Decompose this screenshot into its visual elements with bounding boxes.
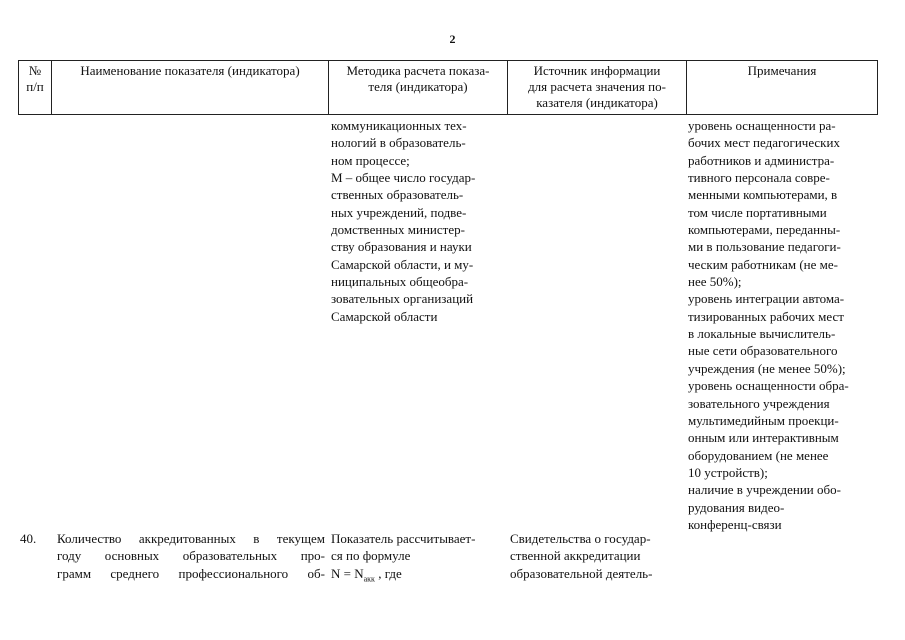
notes-line: наличие в учреждении обо- xyxy=(688,482,841,498)
header-col-method xyxy=(329,61,508,115)
formula-rest: , где xyxy=(374,565,402,581)
method-line: домственных министер- xyxy=(331,222,465,238)
notes-line: ми в пользование педагоги- xyxy=(688,239,841,255)
notes-line: работников и администра- xyxy=(688,152,835,168)
method-line: зовательных организаций xyxy=(331,291,474,307)
notes-line: в локальные вычислитель- xyxy=(688,326,836,342)
header-col-number xyxy=(19,61,52,115)
header-col-name xyxy=(52,61,329,115)
method-line: нологий в образователь- xyxy=(331,135,466,151)
source-line: Свидетельства о государ- xyxy=(510,531,651,546)
notes-line: конференц-связи xyxy=(688,516,782,532)
header-line: Источник информации xyxy=(533,63,661,78)
method-line: ных учреждений, подве- xyxy=(331,204,467,220)
header-line: № xyxy=(28,63,42,78)
name-line: году основных образовательных про- xyxy=(57,548,325,564)
header-line: для расчета значения по- xyxy=(528,79,666,94)
formula-line xyxy=(331,565,503,582)
page-number: 2 xyxy=(449,32,456,46)
method-line: M – общее число государ- xyxy=(331,170,476,186)
continued-method-cell xyxy=(331,117,503,325)
notes-line: менными компьютерами, в xyxy=(688,187,838,203)
method-line: Самарской области, и му- xyxy=(331,256,474,272)
method-line: ству образования и науки xyxy=(331,239,472,255)
method-line: Самарской области xyxy=(331,308,438,324)
source-line: ственной аккредитации xyxy=(510,548,641,564)
method-line: ном процессе; xyxy=(331,152,410,168)
notes-line: тивного персонала совре- xyxy=(688,170,830,186)
method-line: ниципальных общеобра- xyxy=(331,274,469,290)
row40-name-cell xyxy=(57,530,325,582)
method-line: коммуникационных тех- xyxy=(331,118,467,133)
notes-line: ческим работникам (не ме- xyxy=(688,256,838,272)
notes-line: том числе портативными xyxy=(688,204,827,220)
row40-source-cell xyxy=(510,530,682,582)
header-col-notes xyxy=(687,61,878,115)
notes-line: ные сети образовательного xyxy=(688,343,838,359)
notes-line: бочих мест педагогических xyxy=(688,135,840,151)
notes-line: 10 устройств); xyxy=(688,464,768,480)
notes-line: тизированных рабочих мест xyxy=(688,308,844,324)
notes-line: уровень интеграции автома- xyxy=(688,291,845,307)
name-line: грамм среднего профессионального об- xyxy=(57,565,325,581)
source-line: образовательной деятель- xyxy=(510,565,653,581)
header-col-source xyxy=(508,61,687,115)
notes-line: уровень оснащенности обра- xyxy=(688,378,849,394)
row40-method-cell xyxy=(331,530,503,582)
notes-line: рудования видео- xyxy=(688,499,785,515)
formula-lhs: N = N xyxy=(331,565,364,581)
method-line: ся по формуле xyxy=(331,548,411,564)
header-line: казателя (индикатора) xyxy=(536,95,658,110)
notes-line: онным или интерактивным xyxy=(688,430,839,446)
method-line: Показатель рассчитывает- xyxy=(331,531,476,546)
header-line: Примечания xyxy=(747,63,817,78)
continued-notes-cell xyxy=(688,117,878,533)
notes-line: уровень оснащенности ра- xyxy=(688,118,836,133)
notes-line: компьютерами, переданны- xyxy=(688,222,841,238)
table-header xyxy=(18,60,878,115)
header-line: Наименование показателя (индикатора) xyxy=(80,63,300,78)
header-line: Методика расчета показа- xyxy=(346,63,490,78)
notes-line: учреждения (не менее 50%); xyxy=(688,360,846,376)
header-line: п/п xyxy=(26,79,44,94)
notes-line: оборудованием (не менее xyxy=(688,447,829,463)
header-line: теля (индикатора) xyxy=(368,79,468,94)
notes-line: зовательного учреждения xyxy=(688,395,830,411)
notes-line: нее 50%); xyxy=(688,274,742,290)
row40-number: 40. xyxy=(20,531,37,546)
formula-subscript: акк xyxy=(363,574,375,584)
name-line: Количество аккредитованных в текущем xyxy=(57,531,325,546)
method-line: ственных образователь- xyxy=(331,187,464,203)
notes-line: мультимедийным проекци- xyxy=(688,412,839,428)
